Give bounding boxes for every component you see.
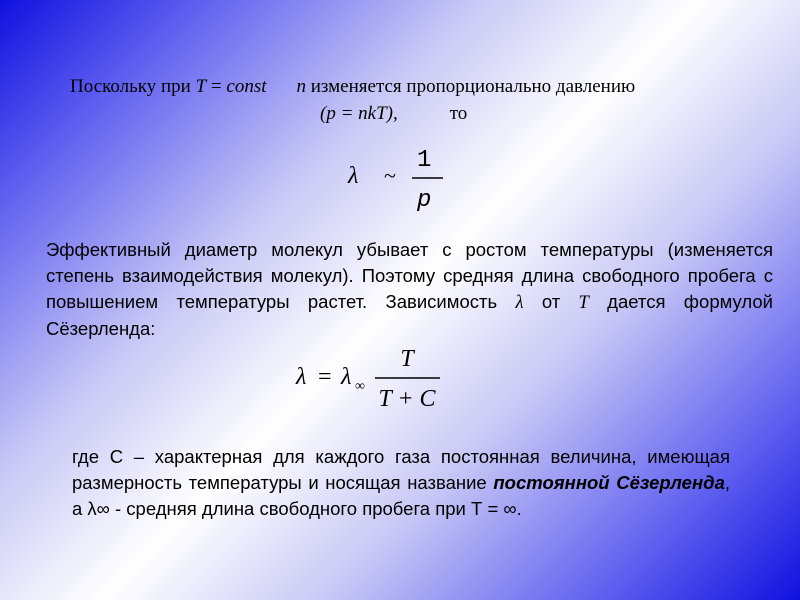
formula-lambda-proportional (340, 138, 460, 218)
lambda-symbol: λ (515, 293, 524, 313)
numerator-t: T (400, 346, 414, 372)
paragraph-constant (72, 444, 730, 522)
paragraph-text: от (523, 291, 579, 312)
denominator-p: p (417, 187, 432, 214)
then-word: то (449, 103, 468, 124)
sutherland-constant-term: постоянной Сёзерленда (493, 472, 725, 493)
temperature-symbol: T (578, 293, 589, 313)
concentration-symbol: n (296, 76, 306, 97)
equals-sign: = (206, 76, 227, 97)
tilde-symbol: ~ (384, 163, 396, 188)
infinity-subscript: ∞ (355, 379, 365, 394)
paragraph-text: Эффективный диаметр молекул убывает с ростом температуры (изменяется степень взаимодействия молекул). Поэтому средняя длина свободного пробега с повышением температуры растет. Зависимость (46, 239, 773, 312)
equals-sign: = (318, 364, 332, 390)
paragraph-sutherland (46, 237, 773, 342)
numerator-one: 1 (417, 147, 432, 174)
const-word: const (226, 76, 267, 97)
lambda-symbol: λ (296, 364, 307, 390)
lambda-infinity-symbol: λ (341, 364, 352, 390)
intro-text-end: изменяется пропорционально давлению (306, 76, 636, 97)
pressure-formula: (p = nkT), (320, 103, 398, 124)
formula-sutherland (290, 340, 460, 420)
paragraph-text: , а λ∞ - средняя длина свободного пробега при Т = ∞. (72, 472, 731, 519)
paragraph-text: дается формулой Сёзерленда: (46, 291, 773, 339)
paragraph-text: где С – характерная для каждого газа постоянная величина, имеющая размерность температуры и носящая название (72, 446, 730, 493)
lambda-symbol: λ (348, 163, 359, 189)
intro-line-2 (320, 102, 467, 126)
intro-text: Поскольку при (70, 76, 196, 97)
intro-line-1 (70, 75, 635, 99)
temperature-symbol: T (195, 76, 207, 97)
denominator-t-plus-c: T + C (378, 386, 436, 412)
